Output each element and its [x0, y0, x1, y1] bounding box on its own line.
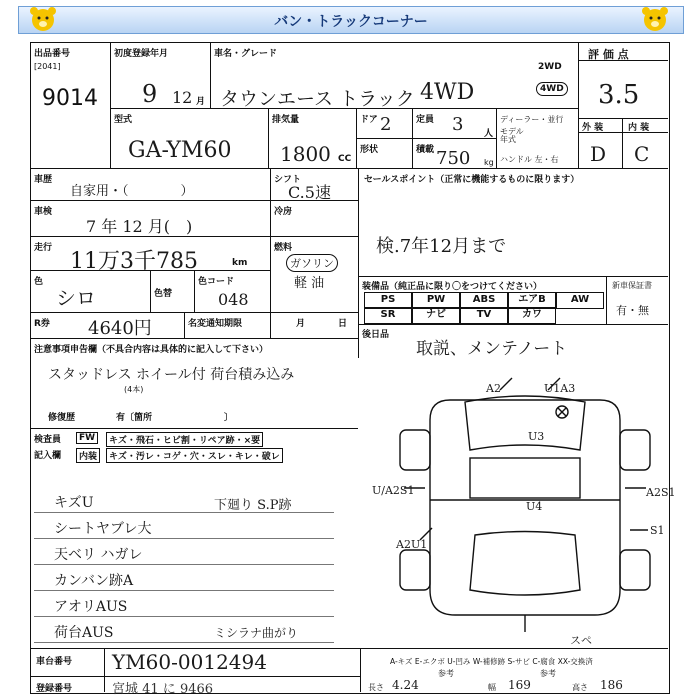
inspector-row1-tag: FW	[76, 432, 98, 444]
load-unit: kg	[484, 158, 494, 167]
displacement-unit: CC	[338, 154, 352, 164]
diagram-mark-7: A2U1	[396, 538, 428, 551]
color-value: シロ	[56, 286, 96, 310]
grade-label: 評 価 点	[588, 48, 629, 61]
seats-value: 3	[452, 114, 464, 135]
height-label: 高さ	[572, 683, 588, 692]
door-label: ドア	[360, 115, 378, 125]
color-label: 色	[34, 277, 44, 287]
mileage-unit: km	[232, 258, 248, 268]
bear-icon-right	[640, 5, 670, 33]
warranty-label: 新車保証書	[612, 281, 652, 290]
inspector-row2-tag: 内装	[76, 448, 100, 463]
registration-value: 宮城 41 に 9466	[112, 682, 214, 697]
damage-note-right-1: 下廻り S.P跡	[214, 498, 292, 513]
int-label: 内 装	[628, 123, 650, 133]
car-damage-diagram	[380, 370, 670, 640]
footer-ref-1: 参考	[438, 669, 454, 678]
seats-unit: 人	[484, 129, 494, 139]
grade-value: 3.5	[598, 80, 640, 110]
height-value: 186	[600, 678, 623, 692]
chassis-value: YM60-0012494	[112, 650, 267, 674]
car-name-label: 車名・グレード	[214, 49, 278, 59]
reg-year-label: 初度登録年月	[114, 49, 169, 59]
door-value: 2	[380, 114, 392, 135]
equipment-item-row2-2: TV	[460, 307, 508, 324]
inspection-label: 車検	[34, 207, 53, 217]
deadline-month: 月	[296, 319, 306, 329]
model-year-label: モデル年式	[500, 127, 524, 144]
equipment-item-3: エアB	[508, 292, 556, 309]
model-value: GA-YM60	[128, 138, 232, 163]
load-label: 積載	[416, 145, 435, 155]
accessories-value: 取説、メンテノート	[416, 339, 568, 359]
int-value: C	[634, 142, 650, 166]
reg-year-value: 9	[142, 80, 158, 108]
color-code-value: 048	[218, 290, 249, 309]
car-name-value: タウンエース トラック	[220, 88, 415, 110]
header-banner	[18, 6, 684, 34]
shift-value: C.5速	[288, 183, 331, 202]
ext-value: D	[590, 142, 607, 166]
diagram-mark-4: U4	[526, 500, 543, 513]
inspector-label-1: 検査員	[34, 435, 62, 445]
lot-label: 出品番号	[34, 49, 71, 59]
damage-note-right-2: ミシラナ曲がり	[214, 626, 299, 640]
equipment-item-0: PS	[364, 292, 412, 309]
lot-number: 9014	[42, 86, 98, 111]
warranty-value: 有・無	[616, 304, 649, 317]
mileage-label: 走行	[34, 243, 53, 253]
diagram-mark-0: A2	[486, 382, 501, 395]
shape-label: 形状	[360, 145, 379, 155]
width-value: 169	[508, 678, 531, 692]
equipment-item-row2-3: カワ	[508, 307, 556, 324]
footer-ref-2: 参考	[540, 669, 556, 678]
recycle-label: R券	[34, 319, 50, 329]
ac-label: 冷房	[274, 207, 293, 217]
equipment-item-2: ABS	[460, 292, 508, 309]
length-label: 長さ	[368, 683, 384, 692]
mileage-value: 11万3千785	[70, 249, 198, 274]
recycle-value: 4640円	[88, 318, 152, 339]
usage-value: 自家用・（ ）	[70, 184, 194, 199]
notes-value-sub: (4本)	[124, 385, 144, 394]
equipment-item-row2-1: ナビ	[412, 307, 460, 324]
inspector-label-2: 記入欄	[34, 451, 62, 461]
diagram-mark-8: スペ	[570, 634, 592, 647]
accessories-label: 後日品	[362, 330, 390, 340]
notes-value: スタッドレス ホイール付 荷台積み込み	[48, 367, 295, 383]
sales-point-label: セールスポイント（正常に機能するものに限ります）	[364, 175, 580, 185]
equipment-item-4: AW	[556, 292, 604, 309]
damage-note-1: シートヤブレ大	[54, 521, 152, 537]
drive-2wd: 2WD	[538, 62, 562, 72]
color-code-label: 色コード	[198, 277, 235, 287]
dealer-label: ディーラー・並行	[500, 115, 564, 124]
inspection-value: 7 年 12 月( )	[86, 217, 193, 236]
seats-label: 定員	[416, 115, 435, 125]
load-value: 750	[436, 148, 471, 169]
model-label: 型式	[114, 115, 133, 125]
banner-title: バン・トラックコーナー	[274, 14, 428, 30]
equipment-item-1: PW	[412, 292, 460, 309]
repair-value: 有〔箇所 〕	[116, 413, 234, 423]
displacement-label: 排気量	[272, 115, 300, 125]
diagram-mark-1: U1A3	[544, 382, 576, 395]
handle-label: ハンドル 左・右	[500, 155, 559, 164]
damage-note-2: 天ベリ ハガレ	[54, 547, 143, 563]
sales-point-value: 検.7年12月まで	[376, 236, 507, 257]
diagram-mark-5: A2S1	[646, 486, 676, 499]
legend: A-キズ E-エクボ U-凹み W-補修跡 S-サビ C-腐食 XX-交換済	[390, 657, 593, 666]
usage-label: 車歴	[34, 175, 53, 185]
fuel-gasoline: ガソリン	[286, 254, 338, 272]
damage-note-4: アオリAUS	[54, 599, 128, 615]
displacement-value: 1800	[280, 142, 331, 166]
bear-icon	[28, 5, 58, 33]
notes-label: 注意事項申告欄（不具合内容は具体的に記入して下さい）	[34, 345, 269, 355]
inspector-row2-text: キズ・汚レ・コゲ・穴・スレ・キレ・破レ	[106, 448, 283, 463]
chassis-label: 車台番号	[36, 657, 73, 667]
car-drive-value: 4WD	[420, 80, 475, 105]
diagram-mark-6: S1	[650, 524, 665, 537]
equipment-item-row2-0: SR	[364, 307, 412, 324]
drive-4wd: 4WD	[536, 82, 568, 96]
reg-month-unit: 月	[196, 97, 206, 107]
inspector-row1-text: キズ・飛石・ヒビ割・リペア跡・×要	[106, 432, 263, 447]
diagram-mark-2: U3	[528, 430, 545, 443]
damage-note-5: 荷台AUS	[54, 625, 114, 641]
reg-month-value: 12	[172, 88, 193, 107]
damage-note-0: キズU	[54, 495, 94, 511]
diagram-mark-3: U/A2S1	[372, 484, 415, 497]
repair-label: 修復歴	[48, 413, 76, 423]
color-change-label: 色替	[154, 289, 173, 299]
lot-code: [2041]	[34, 62, 61, 71]
deadline-day: 日	[338, 319, 348, 329]
registration-label: 登録番号	[36, 684, 73, 694]
length-value: 4.24	[392, 678, 419, 692]
deadline-label: 名変通知期限	[188, 319, 243, 329]
width-label: 幅	[488, 683, 496, 692]
shift-label: シフト	[274, 175, 302, 185]
fuel-label: 燃料	[274, 243, 293, 253]
fuel-diesel: 軽 油	[294, 276, 325, 291]
equipment-label: 装備品（純正品に限り〇をつけてください）	[362, 282, 543, 292]
ext-label: 外 装	[582, 123, 604, 133]
damage-note-3: カンバン跡A	[54, 573, 134, 589]
